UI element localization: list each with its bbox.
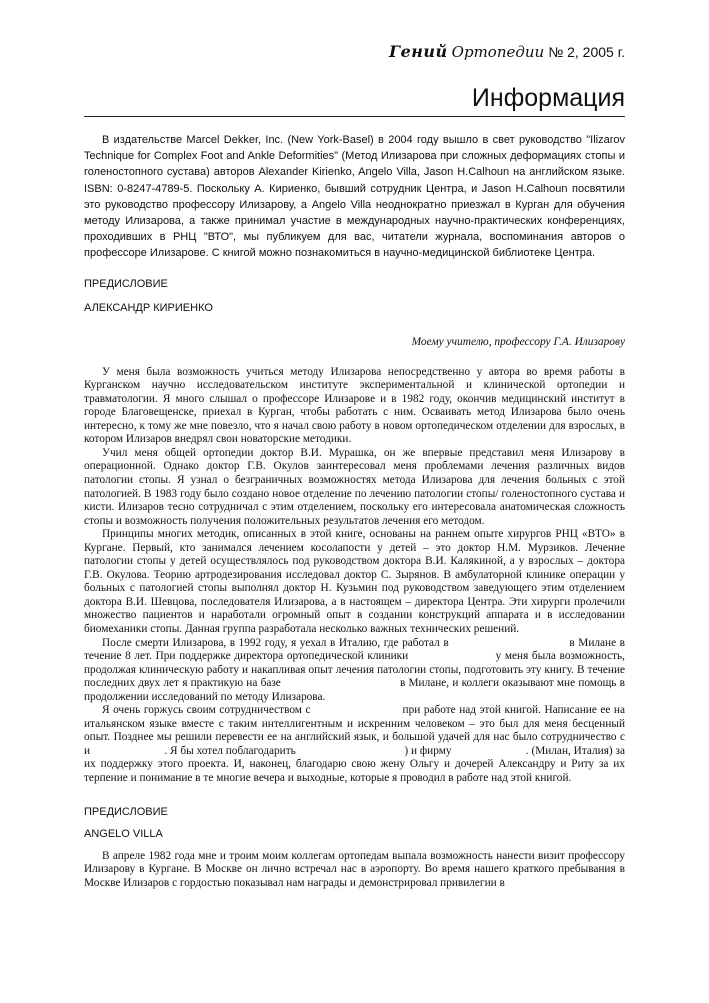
paragraph: У меня была возможность учиться методу Илизарова непосредственно у автора во время работы в Курганском научно исследовательском институте экспериментальной и клинической ортопедии и травматологии. Я много слышал о профессоре Илизарове и в 1982 году, окончив медицинский институт в городе Благовещенске, приехал в Курган, чтобы работать с ним. Осваивать метод Илизарова было очень интересно, к тому же мне повезло, что я начал свою работу в новом ортопедическом отделении для взрослых, в котором Илизаров внедрял свои новаторские методики. bbox=[84, 365, 625, 446]
preface-author-2: ANGELO VILLA bbox=[84, 827, 163, 840]
running-header bbox=[389, 42, 625, 61]
preface-body-1 bbox=[84, 365, 699, 786]
paragraph: В апреле 1982 года мне и троим моим коллегам ортопедам выпала возможность нанести визит профессору Илизарову в Кургане. В Москве он лично встречал нас в аэропорту. Во время нашего краткого пребывания в Москве Илизаров с гордостью показывал нам награды и демонстрировал привилегии в bbox=[84, 849, 625, 889]
preface-body-2 bbox=[84, 850, 625, 891]
epigraph: Моему учителю, профессору Г.А. Илизарову bbox=[411, 335, 625, 348]
paragraph: После смерти Илизарова, в 1992 году, я уехал в Италию, где работал в в Милане в течение 8 лет. При поддержке директора ортопедической клиники у меня была возможность, продолжая клиническую работу и накапливая опыт лечения патологии стопы, подготовить эту книгу. В течение последних двух лет я практикую на базе в Милане, и коллеги оказывают мне помощь в продолжении исследований по методу Илизарова. bbox=[84, 636, 628, 703]
journal-issue: № 2, 2005 г. bbox=[548, 44, 625, 60]
intro-paragraph: В издательстве Marcel Dekker, Inc. (New York-Basel) в 2004 году вышло в свет руководство "Ilizarov Technique for Complex Foot and Ankle Deformities" (Метод Илизарова при сложных деформациях стопы и голеностопного сустава) авторов Alexander Kirienko, Angelo Villa, Jason H.Calhoun на английском языке. ISBN: 0-8247-4789-5. Поскольку А. Кириенко, бывший сотрудник Центра, и Jason H.Calhoun посвятили это руководство профессору Илизарову, а Angelo Villa неоднократно приезжал в Курган для обучения методу Илизарова, а также принимал участие в международных научно-практических конференциях, проходивших в РНЦ "ВТО", мы публикуем для вас, читатели журнала, воспоминания авторов о профессоре Илизарове. С книгой можно познакомиться в научно-медицинской библиотеке Центра. bbox=[84, 134, 625, 260]
journal-brand: Гений bbox=[389, 42, 448, 61]
preface-heading-2: ПРЕДИСЛОВИЕ bbox=[84, 805, 168, 818]
preface-heading-1: ПРЕДИСЛОВИЕ bbox=[84, 277, 168, 290]
preface-author-1: АЛЕКСАНДР КИРИЕНКО bbox=[84, 301, 213, 314]
section-title: Информация bbox=[471, 84, 625, 112]
paragraph: Принципы многих методик, описанных в этой книге, основаны на раннем опыте хирургов РНЦ «ВТО» в Кургане. Первый, кто занимался лечением косолапости у детей – это доктор Н.М. Мурзиков. Лечение патологии стопы у детей осуществлялось под руководством доктора В.И. Калякиной, а у взрослых – доктора Г.В. Окулова. Теорию артродезирования исследовал доктор С. Зырянов. В амбулаторной клинике операции у больных с патологией стопы выполнял доктор Н. Кузьмин под руководством заведующего этим отделением доктора В.И. Шевцова, последователя Илизарова, а в настоящем – директора Центра. Эти хирурги пролечили множество пациентов и наработали огромный опыт в создании конструкций аппарата и в исследовании биомеханики стопы. Данная группа разработала несколько важных технических решений. bbox=[84, 528, 625, 636]
paragraph: Я очень горжусь своим сотрудничеством с при работе над этой книгой. Написание ее на итальянском языке вместе с таким интеллигентным и искренним человеком – это был для меня бесценный опыт. Позднее мы решили перевести ее на английский язык, и большой удачей для нас было сотрудничество с и . Я бы хотел поблагодарить ) и фирму . (Милан, Италия) за их поддержку этого проекта. И, наконец, благодарю свою жену Ольгу и дочерей Александру и Риту за их терпение и понимание в те многие вечера и выходные, которые я проводил в работе над этой книгой. bbox=[84, 704, 699, 785]
journal-name: Ортопедии bbox=[451, 43, 545, 61]
article-content bbox=[84, 126, 699, 890]
paragraph: Учил меня общей ортопедии доктор В.И. Мурашка, он же впервые представил меня Илизарову в операционной. Однако доктор Г.В. Окулов заинтересовал меня проблемами лечения различных видов патологии стопы. Я узнал о безграничных возможностях метода Илизарова для лечения больных с этой патологией. В 1983 году было создано новое отделение по лечению патологии стопы/ голеностопного сустава и кисти. Илизаров тесно сотрудничал с этим отделением, поскольку его интересовала анатомическая сложность стопы и возможность получения положительных результатов лечения его методом. bbox=[84, 446, 625, 527]
title-divider bbox=[84, 116, 625, 117]
